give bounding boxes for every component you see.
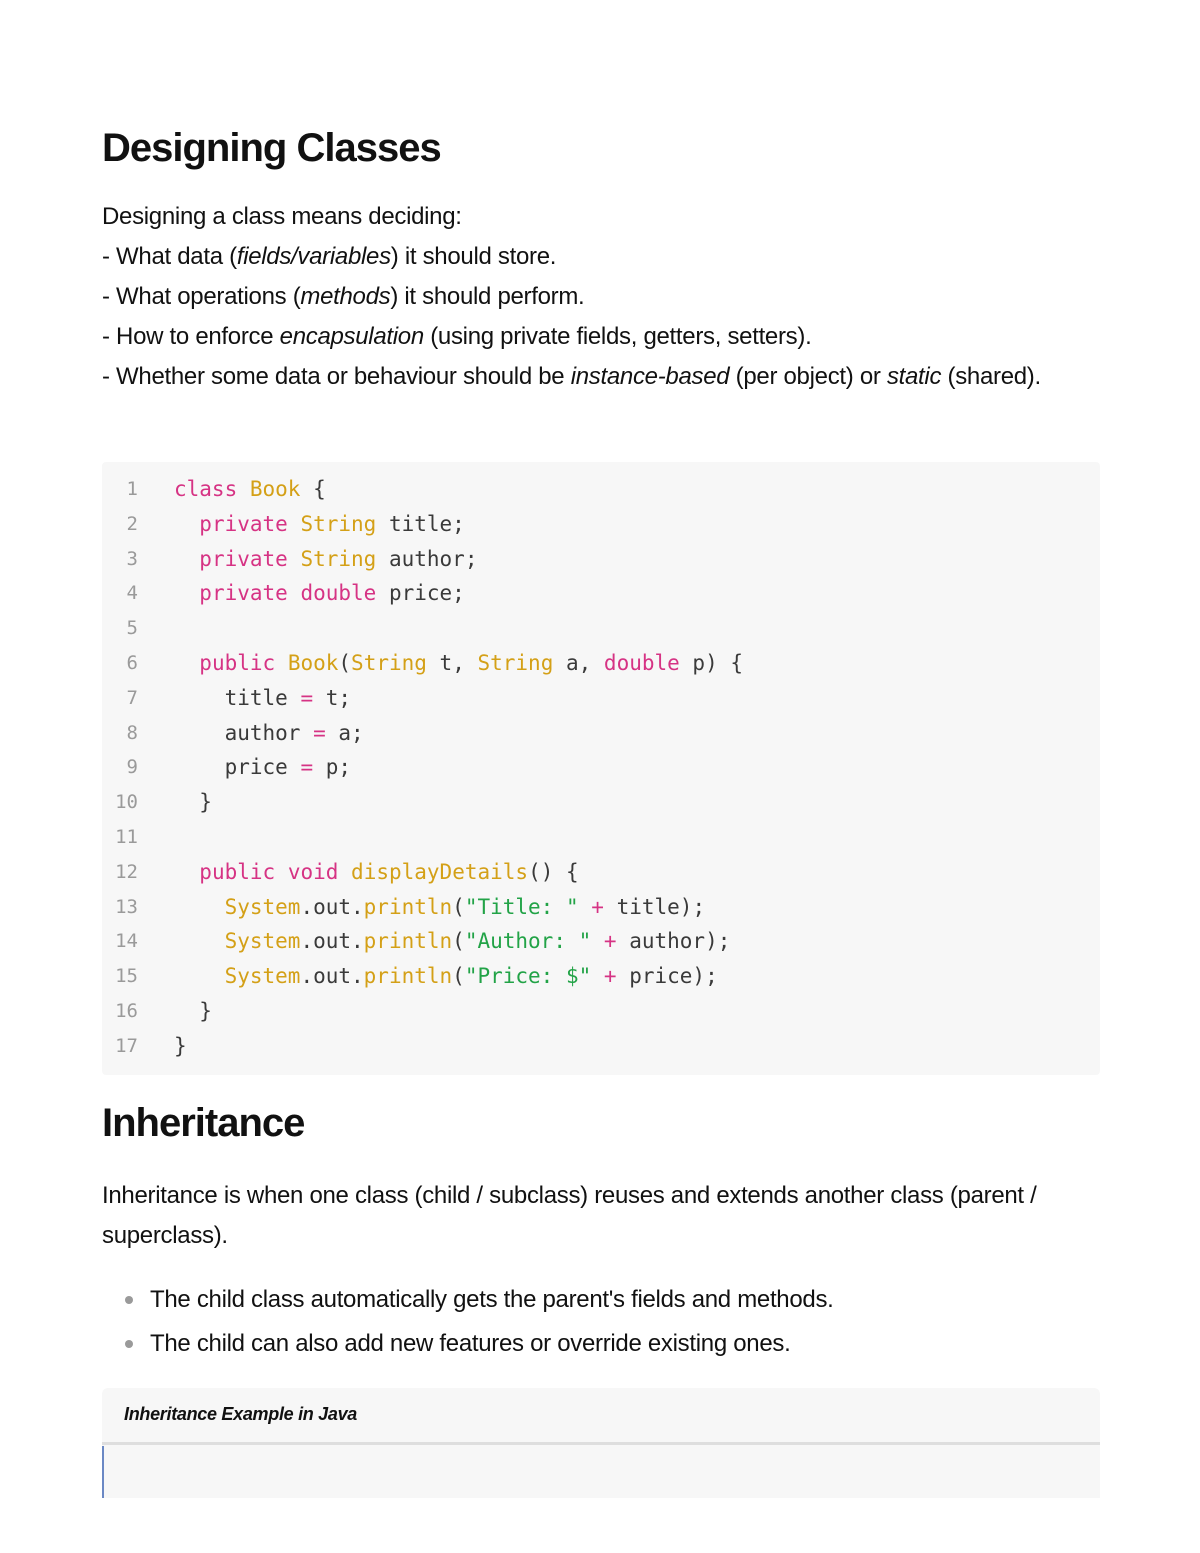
- line-number: 8: [126, 721, 138, 744]
- line-number: 10: [115, 791, 138, 814]
- code-text: }: [174, 1033, 187, 1058]
- line-number: 16: [115, 999, 138, 1022]
- line-number: 9: [126, 756, 138, 779]
- code-text: public Book(String t, String a, double p) {: [199, 650, 743, 675]
- code-text: price = p;: [174, 755, 352, 780]
- code-text: author = a;: [174, 720, 364, 745]
- code-text: public void displayDetails() {: [199, 859, 579, 884]
- line-number: 1: [126, 478, 138, 500]
- code-text: class Book {: [174, 477, 326, 501]
- line-number: 11: [115, 825, 138, 848]
- bullet-item: The child class automatically gets the parent's fields and methods.: [102, 1278, 834, 1322]
- list-item-fields: - What data (fields/variables) it should store.: [102, 243, 557, 270]
- designing-intro: [102, 197, 1092, 397]
- code-text: title = t;: [174, 685, 352, 710]
- code-text: }: [174, 790, 212, 815]
- example-title: Inheritance Example in Java: [124, 1404, 358, 1424]
- line-number: 14: [115, 930, 138, 953]
- list-item-encapsulation: - How to enforce encapsulation (using private fields, getters, setters).: [102, 323, 812, 350]
- line-number: 17: [115, 1034, 138, 1057]
- code-text: System.out.println("Price: $" + price);: [224, 964, 718, 989]
- line-number: 13: [115, 895, 138, 918]
- code-text: private String title;: [199, 511, 465, 536]
- line-number: 4: [126, 582, 138, 605]
- bullet-item: The child can also add new features or override existing ones.: [102, 1322, 834, 1366]
- line-number: 15: [115, 965, 138, 988]
- code-text: }: [174, 998, 212, 1023]
- code-text: System.out.println("Title: " + title);: [224, 894, 706, 919]
- list-item-methods: - What operations (methods) it should perform.: [102, 283, 585, 310]
- inheritance-paragraph: Inheritance is when one class (child / subclass) reuses and extends another class (parent / superclass).: [102, 1182, 1037, 1249]
- line-number: 7: [126, 686, 138, 709]
- code-text: private String author;: [199, 546, 478, 571]
- intro-line: Designing a class means deciding:: [102, 203, 462, 230]
- bullet-dot-icon: [125, 1296, 133, 1304]
- line-number: 5: [126, 617, 138, 640]
- line-number: 3: [126, 547, 138, 570]
- bullet-dot-icon: [125, 1340, 133, 1348]
- heading-inheritance: Inheritance: [102, 1101, 305, 1145]
- inheritance-bullet-list: [102, 1278, 834, 1366]
- line-number: 2: [126, 512, 138, 535]
- list-item-static: - Whether some data or behaviour should be instance-based (per object) or static (shared).: [102, 363, 1041, 390]
- line-number: 6: [126, 651, 138, 674]
- code-editor-edge: [102, 1446, 104, 1498]
- code-text: private double price;: [199, 581, 465, 606]
- example-divider: [102, 1442, 1100, 1445]
- heading-designing-classes: Designing Classes: [102, 126, 441, 170]
- line-number: 12: [115, 860, 138, 883]
- code-text: System.out.println("Author: " + author);: [224, 929, 731, 954]
